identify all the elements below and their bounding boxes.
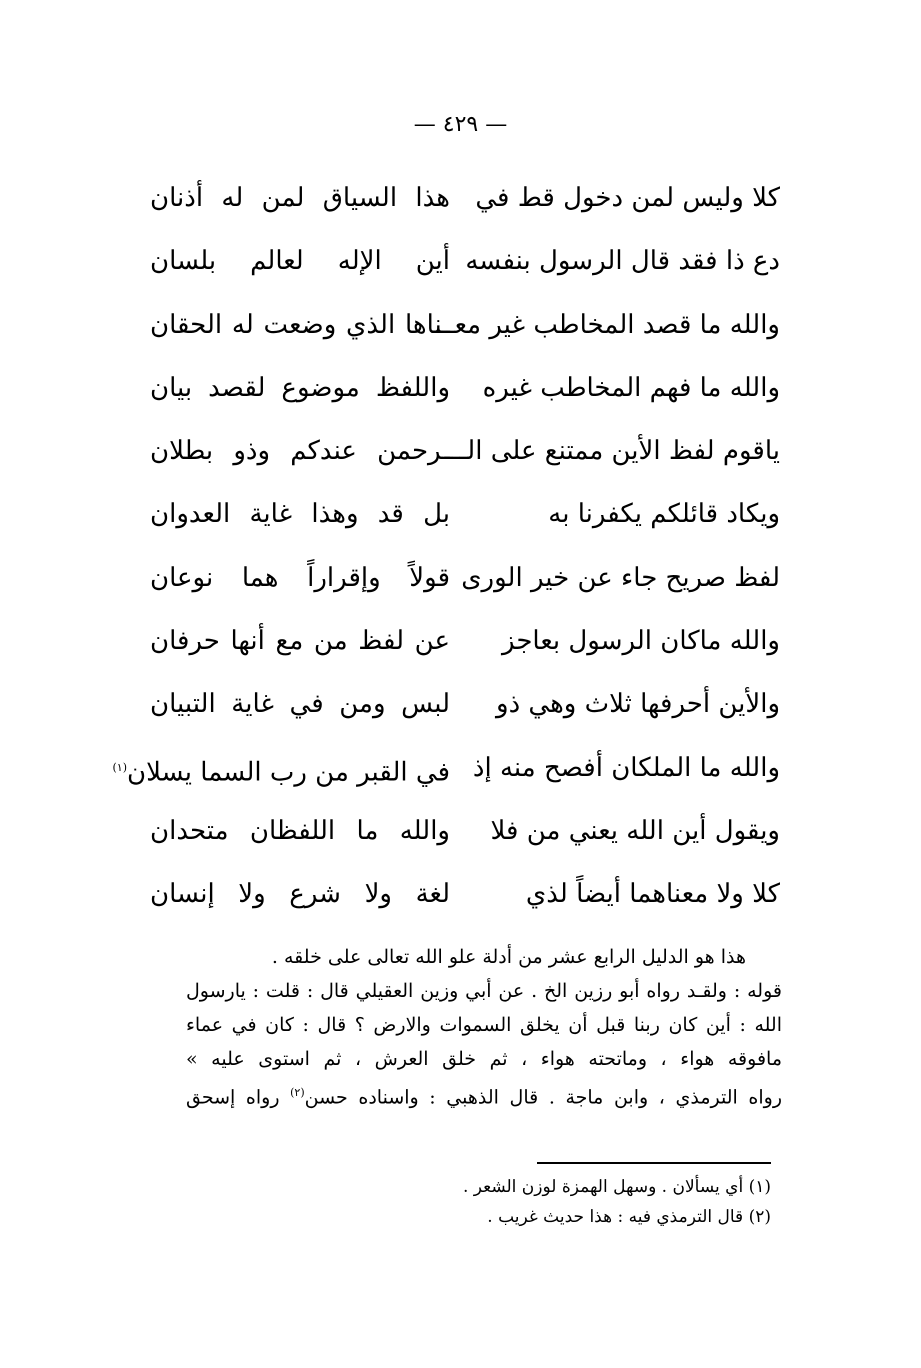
footnote-marker: (١) xyxy=(112,760,127,774)
footnote-marker: (٢) xyxy=(290,1086,305,1099)
verse-first-hemistich: كلا وليس لمن دخول قط في xyxy=(475,183,780,213)
verse-first-hemistich: والله ما الملكان أفصح منه إذ xyxy=(472,752,780,783)
commentary-body: قوله : ولقـد رواه أبو رزين الخ . عن أبي وزين العقيلي قال : قلت : يارسول الله : أين كان ربنا قبل أن يخلق السموات والارض ؟ قال : كان في عماء مافوقه هواء ، وماتحته هواء ، ثم خلق العرش ، ثم استوى عليه » xyxy=(186,980,782,1070)
footnote: (١) أي يسألان . وسهل الهمزة لوزن الشعر . xyxy=(462,1177,771,1197)
verse-first-hemistich: والأين أحرفها ثلاث وهي ذو xyxy=(496,689,780,720)
verse-second-hemistich: عن لفظ من مع أنها حرفان xyxy=(150,626,450,657)
verse-second-hemistich: لبس ومن في غاية التبيان xyxy=(150,689,450,720)
verse-first-hemistich: ويكاد قائلكم يكفرنا به xyxy=(548,499,780,530)
commentary-tail-text: رواه الترمذي ، وابن ماجة . قال الذهبي : واسناده حسن xyxy=(304,1086,782,1109)
hemistich-text: في القبر من رب السما يسلان xyxy=(127,757,450,788)
verse xyxy=(150,299,780,362)
verse-first-hemistich: دع ذا فقد قال الرسول بنفسه xyxy=(465,246,780,277)
verse-second-hemistich: هذا السياق لمن له أذنان xyxy=(150,183,450,213)
verse-second-hemistich: ـناها الذي وضعت له الحقان xyxy=(150,309,450,340)
poem xyxy=(112,172,780,932)
verse xyxy=(150,172,780,235)
verse-first-hemistich: والله ماكان الرسول بعاجز xyxy=(501,626,780,657)
verse-second-hemistich: قولاً وإقراراً هما نوعان xyxy=(150,562,450,593)
page-number: — ٤٢٩ — xyxy=(413,112,508,137)
footnote: (٢) قال الترمذي فيه : هذا حديث غريب . xyxy=(487,1207,771,1227)
verse-first-hemistich: لفظ صريح جاء عن خير الورى xyxy=(461,562,780,593)
verse-first-hemistich: ياقوم لفظ الأين ممتنع على الـــ xyxy=(444,436,780,467)
commentary xyxy=(186,940,782,1114)
verse xyxy=(112,742,780,805)
verse-first-hemistich: والله ما فهم المخاطب غيره xyxy=(482,372,780,403)
verse-second-hemistich: واللفظ موضوع لقصد بيان xyxy=(150,372,450,403)
verse-second-hemistich: ـرحمن عندكم وذو بطلان xyxy=(150,436,450,467)
verse-second-hemistich: لغة ولا شرع ولا إنسان xyxy=(150,879,450,910)
verse xyxy=(150,235,780,298)
verse xyxy=(150,868,780,931)
verse xyxy=(150,552,780,615)
verse-second-hemistich: والله ما اللفظان متحدان xyxy=(150,815,450,846)
commentary-tail-end: رواه إسحق xyxy=(186,1086,291,1109)
verse xyxy=(150,425,780,488)
verse xyxy=(150,678,780,741)
verse xyxy=(150,488,780,551)
footnotes xyxy=(351,1172,771,1232)
footnote-divider xyxy=(537,1162,771,1164)
verse-first-hemistich: كلا ولا معناهما أيضاً لذي xyxy=(525,879,780,910)
commentary-intro: هذا هو الدليل الرابع عشر من أدلة علو الله تعالى على خلقه . xyxy=(271,946,746,968)
verse xyxy=(150,615,780,678)
verse-second-hemistich: أين الإله لعالم بلسان xyxy=(150,246,450,277)
verse-first-hemistich: ويقول أين الله يعني من فلا xyxy=(490,815,780,846)
verse-second-hemistich xyxy=(112,748,450,793)
verse xyxy=(150,362,780,425)
verse-first-hemistich: والله ما قصد المخاطب غير معـــ xyxy=(431,309,780,340)
commentary-tail xyxy=(186,1076,782,1114)
verse-second-hemistich: بل قد وهذا غاية العدوان xyxy=(150,499,450,530)
verse xyxy=(150,805,780,868)
